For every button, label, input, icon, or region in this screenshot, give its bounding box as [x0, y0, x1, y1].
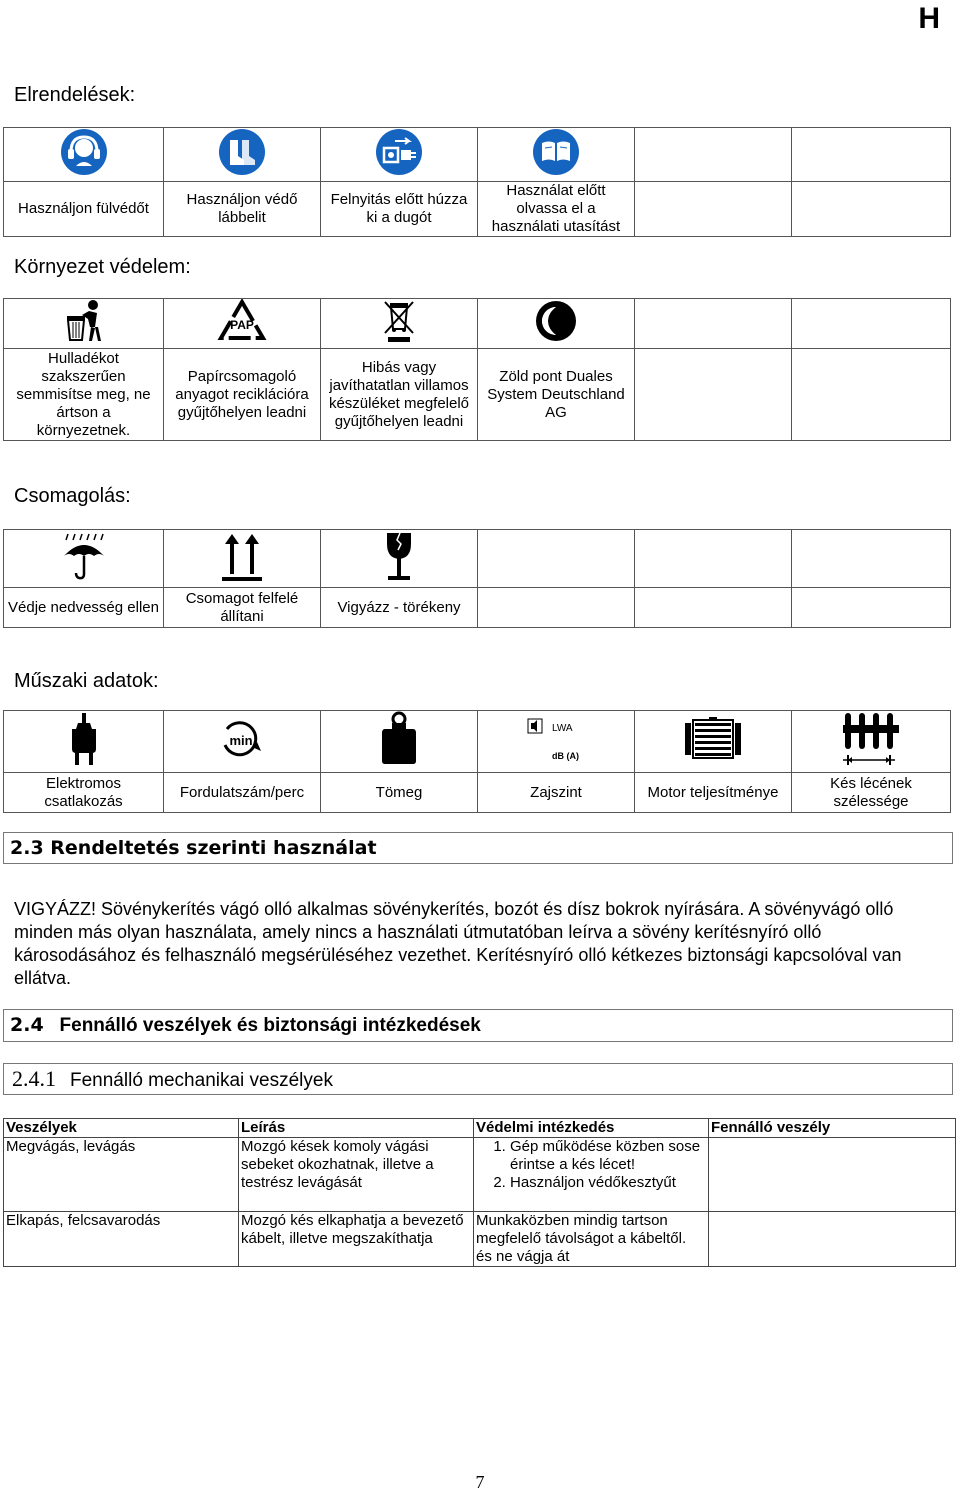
- technical-heading: Műszaki adatok:: [14, 670, 159, 692]
- tidyman-bin-icon: [4, 299, 164, 349]
- green-dot-icon: [478, 299, 635, 349]
- column-header: Leírás: [239, 1119, 474, 1138]
- packaging-label: Védje nedvesség ellen: [4, 588, 164, 628]
- environment-label: Zöld pont Duales System Deutschland AG: [478, 349, 635, 441]
- page-number: 7: [475, 1472, 485, 1492]
- technical-label: Motor teljesítménye: [635, 773, 792, 813]
- fragile-glass-icon: [321, 530, 478, 588]
- order-label: Használjon fülvédőt: [4, 182, 164, 237]
- table-row: [4, 1212, 956, 1267]
- language-marker: H: [918, 2, 940, 35]
- order-label: Használjon védő lábbelit: [164, 182, 321, 237]
- plug-icon: [4, 711, 164, 773]
- environment-table: [3, 298, 951, 441]
- packaging-table: [3, 529, 951, 628]
- svg-text:PAP: PAP: [230, 318, 254, 332]
- environment-label: Hibás vagy javíthatatlan villamos készüléket megfelelő gyűjtőhelyen leadni: [321, 349, 478, 441]
- crossed-bin-icon: [321, 299, 478, 349]
- packaging-heading: Csomagolás:: [14, 485, 131, 507]
- empty-cell: [478, 530, 635, 588]
- packaging-label: Vigyázz - törékeny: [321, 588, 478, 628]
- hazard-cell: Megvágás, levágás: [4, 1138, 239, 1212]
- rpm-icon: [164, 711, 321, 773]
- section-2-4-title: [3, 1009, 953, 1042]
- motor-icon: [635, 711, 792, 773]
- unplug-icon: [321, 128, 478, 182]
- ear-protection-icon: [4, 128, 164, 182]
- blade-length-icon: [792, 711, 951, 773]
- this-way-up-icon: [164, 530, 321, 588]
- section-number: 2.4: [10, 1014, 44, 1036]
- orders-table: [3, 127, 951, 237]
- safety-boots-icon: [164, 128, 321, 182]
- pap-recycle-icon: [164, 299, 321, 349]
- technical-label: Zajszint: [478, 773, 635, 813]
- column-header: Védelmi intézkedés: [474, 1119, 709, 1138]
- packaging-label: [792, 588, 951, 628]
- table-row: [4, 1138, 956, 1212]
- description-cell: Mozgó kés elkaphatja a bevezető kábelt, illetve megszakíthatja: [239, 1212, 474, 1267]
- environment-heading: Környezet védelem:: [14, 256, 191, 278]
- umbrella-rain-icon: [4, 530, 164, 588]
- svg-text:min: min: [229, 733, 253, 748]
- orders-heading: Elrendelések:: [14, 84, 136, 106]
- measure-item: 1. Gép működése közben sose érintse a kés lécet!: [510, 1138, 706, 1174]
- read-manual-icon: [478, 128, 635, 182]
- residual-cell: [709, 1212, 956, 1267]
- section-2-4-1-title: [3, 1063, 953, 1095]
- column-header: Veszélyek: [4, 1119, 239, 1138]
- noise-level-icon: [478, 711, 635, 773]
- section-number: 2.4.1: [12, 1066, 56, 1091]
- column-header: Fennálló veszély: [709, 1119, 956, 1138]
- section-title: Fennálló mechanikai veszélyek: [70, 1070, 333, 1091]
- environment-label: [635, 349, 792, 441]
- weight-icon: [321, 711, 478, 773]
- description-cell: Mozgó kések komoly vágási sebeket okozhatnak, illetve a testrész levágását: [239, 1138, 474, 1212]
- order-label: Felnyitás előtt húzza ki a dugót: [321, 182, 478, 237]
- order-label: Használat előtt olvassa el a használati utasítást: [478, 182, 635, 237]
- measure-item: 2. Használjon védőkesztyűt: [510, 1174, 706, 1192]
- empty-cell: [792, 299, 951, 349]
- measures-cell: [474, 1138, 709, 1212]
- section-title: Fennálló veszélyek és biztonsági intézkedések: [59, 1015, 481, 1036]
- empty-cell: [635, 128, 792, 182]
- svg-text:LWA: LWA: [552, 723, 573, 734]
- empty-cell: [635, 530, 792, 588]
- order-label: [635, 182, 792, 237]
- section-2-3-paragraph: VIGYÁZZ! Sövénykerítés vágó olló alkalmas sövénykerítés, bozót és dísz bokrok nyírására. A sövényvágó olló minden más olyan használata, amely nincs a használati útmutatóban leírva a sövény kerítésnyíró olló károsodásához és felhasználó megsérüléséhez vezethet. Kerítésnyíró olló kétkezes biztonsági kapcsolóval van ellátva.: [14, 899, 902, 988]
- section-2-3-title: 2.3 Rendeltetés szerinti használat: [3, 832, 953, 864]
- technical-label: Fordulatszám/perc: [164, 773, 321, 813]
- hazard-table: [3, 1118, 956, 1267]
- technical-label: Tömeg: [321, 773, 478, 813]
- packaging-label: [635, 588, 792, 628]
- empty-cell: [792, 530, 951, 588]
- residual-cell: [709, 1138, 956, 1212]
- measures-cell: Munkaközben mindig tartson megfelelő távolságot a kábeltől. és ne vágja át: [474, 1212, 709, 1267]
- technical-label: Kés lécének szélessége: [792, 773, 951, 813]
- environment-label: Papírcsomagoló anyagot reciklációra gyűjtőhelyen leadni: [164, 349, 321, 441]
- hazard-cell: Elkapás, felcsavarodás: [4, 1212, 239, 1267]
- empty-cell: [792, 128, 951, 182]
- packaging-label: Csomagot felfelé állítani: [164, 588, 321, 628]
- environment-label: [792, 349, 951, 441]
- packaging-label: [478, 588, 635, 628]
- svg-text:dB (A): dB (A): [552, 751, 579, 761]
- empty-cell: [635, 299, 792, 349]
- order-label: [792, 182, 951, 237]
- technical-label: Elektromos csatlakozás: [4, 773, 164, 813]
- technical-table: [3, 710, 951, 813]
- environment-label: Hulladékot szakszerűen semmisítse meg, ne ártson a környezetnek.: [4, 349, 164, 441]
